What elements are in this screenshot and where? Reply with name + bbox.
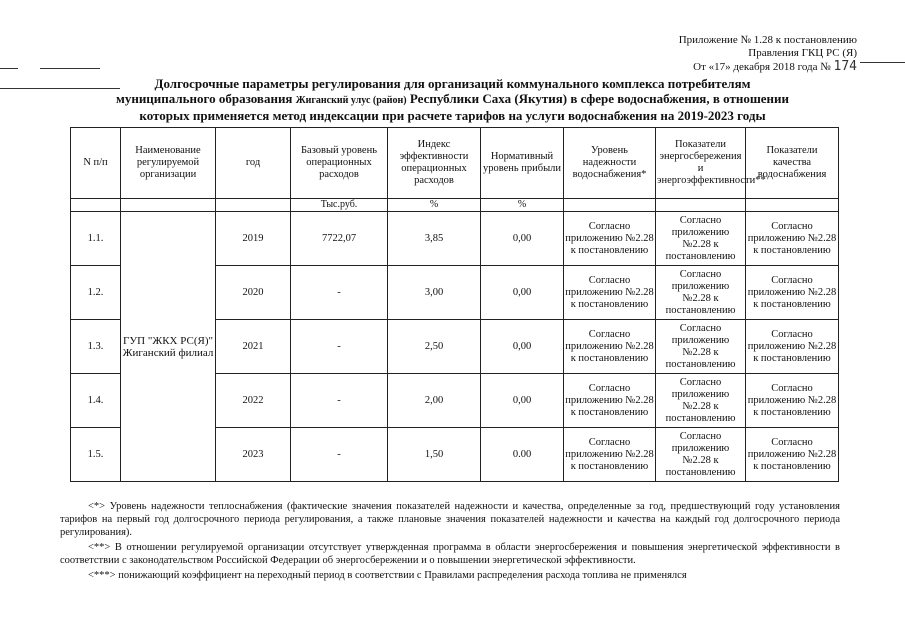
header-base: Базовый уровень операционных расходов <box>291 128 388 199</box>
footnote-3: <***> понижающий коэффициент на переходный период в соответствии с Правилами распределения расхода топлива не применялся <box>88 570 687 581</box>
title-line-3: которых применяется метод индексации при расчете тарифов на услуги водоснабжения на 2019-2023 годы <box>139 108 766 123</box>
row-energy: Согласно приложению №2.28 к постановлению <box>656 374 746 428</box>
row-index: 3,85 <box>388 212 481 266</box>
units-cell <box>746 199 839 212</box>
row-num: 1.5. <box>71 428 121 482</box>
title-municipality-label: муниципального образования <box>115 91 293 106</box>
header-index: Индекс эффективности операционных расходов <box>388 128 481 199</box>
row-base: - <box>291 266 388 320</box>
row-reliability: Согласно приложению №2.28 к постановлению <box>564 212 656 266</box>
row-base: - <box>291 374 388 428</box>
units-cell <box>656 199 746 212</box>
row-base: - <box>291 428 388 482</box>
row-base: 7722,07 <box>291 212 388 266</box>
row-profit: 0,00 <box>481 266 564 320</box>
title-line-2 <box>40 91 865 108</box>
row-energy: Согласно приложению №2.28 к постановлению <box>656 320 746 374</box>
header-reliability: Уровень надежности водоснабжения* <box>564 128 656 199</box>
title-line-1: Долгосрочные параметры регулирования для организаций коммунального комплекса потребителям <box>154 76 751 91</box>
table-header-row <box>71 128 839 199</box>
row-quality: Согласно приложению №2.28 к постановлению <box>746 428 839 482</box>
footnote-1: <*> Уровень надежности теплоснабжения (фактические значения показателей надежности и качества, определенные за год, предшествующий году установления тарифов на первый год долгосрочного периода регулирования, а также плановые значения показателей надежности и качества на каждый год долгосрочного периода регулирования). <box>60 501 840 538</box>
header-quality: Показатели качества водоснабжения <box>746 128 839 199</box>
footnote-2: <**> В отношении регулируемой организации отсутствует утвержденная программа в области энергосбережения и повышения энергетической эффективности в соответствии с законодательством Российской Федерации об энергосбережении и о повышении энергетической эффективности. <box>60 542 840 566</box>
appendix-line-3 <box>679 60 857 74</box>
header-year: год <box>216 128 291 199</box>
row-num: 1.2. <box>71 266 121 320</box>
row-quality: Согласно приложению №2.28 к постановлению <box>746 212 839 266</box>
scan-line <box>40 68 100 69</box>
row-energy: Согласно приложению №2.28 к постановлению <box>656 212 746 266</box>
row-index: 2,00 <box>388 374 481 428</box>
row-year: 2020 <box>216 266 291 320</box>
row-reliability: Согласно приложению №2.28 к постановлению <box>564 428 656 482</box>
header-energy: Показатели энергосбережения и энергоэффективности** <box>656 128 746 199</box>
units-row <box>71 199 839 212</box>
row-index: 2,50 <box>388 320 481 374</box>
document-title <box>40 76 865 123</box>
units-base: Тыс.руб. <box>291 199 388 212</box>
units-cell <box>216 199 291 212</box>
appendix-line-1: Приложение № 1.28 к постановлению <box>678 34 857 46</box>
appendix-header <box>679 34 857 74</box>
row-profit: 0,00 <box>481 374 564 428</box>
row-year: 2022 <box>216 374 291 428</box>
row-year: 2019 <box>216 212 291 266</box>
decree-date: От «17» декабря 2018 года № <box>693 61 831 73</box>
row-index: 3,00 <box>388 266 481 320</box>
scan-line <box>860 62 905 63</box>
row-profit: 0.00 <box>481 428 564 482</box>
scan-line <box>0 68 18 69</box>
row-reliability: Согласно приложению №2.28 к постановлению <box>564 266 656 320</box>
row-reliability: Согласно приложению №2.28 к постановлению <box>564 374 656 428</box>
units-cell <box>121 199 216 212</box>
row-quality: Согласно приложению №2.28 к постановлению <box>746 374 839 428</box>
row-quality: Согласно приложению №2.28 к постановлению <box>746 320 839 374</box>
header-profit: Нормативный уровень прибыли <box>481 128 564 199</box>
row-energy: Согласно приложению №2.28 к постановлению <box>656 266 746 320</box>
title-district: Жиганский улус (район) <box>295 95 407 106</box>
table-row <box>71 212 839 266</box>
row-reliability: Согласно приложению №2.28 к постановлению <box>564 320 656 374</box>
row-profit: 0,00 <box>481 320 564 374</box>
units-index: % <box>388 199 481 212</box>
decree-number: 174 <box>833 59 857 74</box>
title-region: Республики Саха (Якутия) в сфере водоснабжения, в отношении <box>409 91 790 106</box>
units-cell <box>564 199 656 212</box>
units-cell <box>71 199 121 212</box>
row-year: 2023 <box>216 428 291 482</box>
header-org: Наименование регулируемой организации <box>121 128 216 199</box>
row-num: 1.3. <box>71 320 121 374</box>
row-quality: Согласно приложению №2.28 к постановлению <box>746 266 839 320</box>
row-num: 1.4. <box>71 374 121 428</box>
appendix-line-2: Правления ГКЦ РС (Я) <box>748 47 857 59</box>
parameters-table <box>70 127 839 482</box>
row-base: - <box>291 320 388 374</box>
row-energy: Согласно приложению №2.28 к постановлению <box>656 428 746 482</box>
row-num: 1.1. <box>71 212 121 266</box>
row-profit: 0,00 <box>481 212 564 266</box>
row-index: 1,50 <box>388 428 481 482</box>
org-name: ГУП "ЖКХ РС(Я)" Жиганский филиал <box>121 212 216 482</box>
units-profit: % <box>481 199 564 212</box>
row-year: 2021 <box>216 320 291 374</box>
header-num: N п/п <box>71 128 121 199</box>
